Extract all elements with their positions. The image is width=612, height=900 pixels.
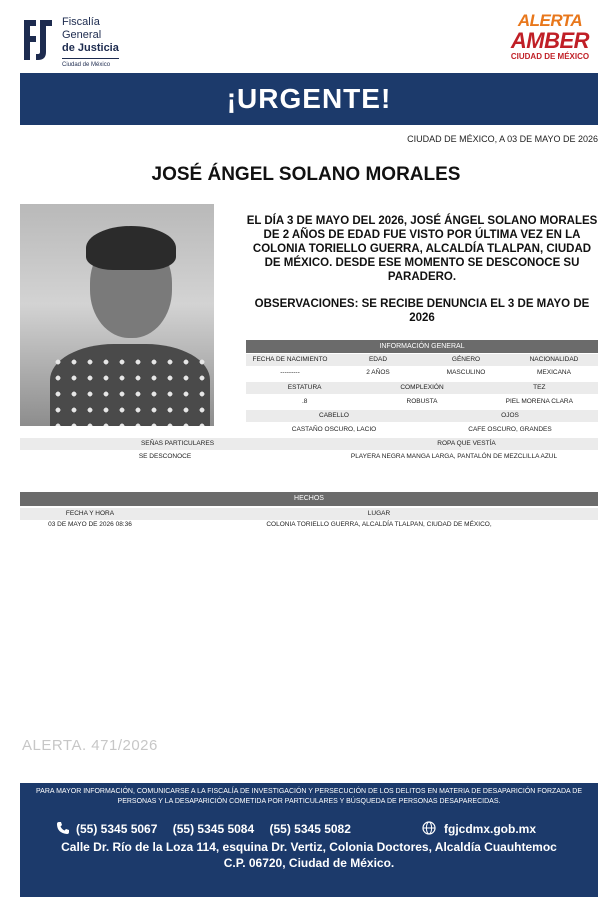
phone-3[interactable]: (55) 5345 5082: [269, 822, 351, 836]
label-age: EDAD: [368, 356, 388, 363]
value-birth-date: ---------: [280, 369, 300, 376]
label-gender: GÉNERO: [451, 356, 481, 363]
person-name: JOSÉ ÁNGEL SOLANO MORALES: [151, 164, 461, 185]
phone-numbers: [76, 822, 363, 836]
label-eyes: OJOS: [501, 412, 519, 419]
address-line-2: C.P. 06720, Ciudad de México.: [223, 856, 395, 870]
phone-2[interactable]: (55) 5345 5084: [172, 822, 255, 836]
footer-note: PARA MAYOR INFORMACIÓN, COMUNICARSE A LA FISCALÍA DE INVESTIGACIÓN Y PERSECUCIÓN DE LOS DELITOS EN MATERIA DE DESAPARICIÓN FORZADA DE PERSONAS Y LA DESAPARICIÓN COMETIDA POR PARTICULARES Y BÚSQUEDA DE PERSONAS DESAPARECIDAS.: [36, 788, 582, 805]
label-skin: TEZ: [533, 384, 546, 391]
info-row1-values: [246, 367, 598, 379]
logo-line-3: de Justicia: [62, 42, 119, 54]
info-row3-labels: [246, 410, 598, 422]
info-row4-labels: [20, 438, 598, 450]
value-eyes: CAFE OSCURO, GRANDES: [468, 426, 552, 433]
info-row1-labels: [246, 354, 598, 366]
label-height: ESTATURA: [287, 384, 322, 391]
phone-1[interactable]: (55) 5345 5067: [76, 822, 158, 836]
amber-logo-line-3: CIUDAD DE MÉXICO: [510, 52, 590, 61]
value-skin: PIEL MORENA CLARA: [505, 398, 573, 405]
value-nationality: MEXICANA: [537, 369, 571, 376]
description-text: EL DÍA 3 DE MAYO DEL 2026, JOSÉ ÁNGEL SOLANO MORALES DE 2 AÑOS DE EDAD FUE VISTO POR ÚLTIMA VEZ EN LA COLONIA TORIELLO GUERRA, ALCALDÍA TLALPAN, CIUDAD DE MÉXICO. DESDE ESE MOMENTO SE DESCONOCE SU PARADERO.: [246, 215, 598, 283]
value-place: COLONIA TORIELLO GUERRA, ALCALDÍA TLALPAN, CIUDAD DE MÉXICO,: [266, 521, 492, 528]
value-clothing: PLAYERA NEGRA MANGA LARGA, PANTALÓN DE MEZCLILLA AZUL: [350, 453, 558, 460]
label-date-time: FECHA Y HORA: [65, 510, 115, 517]
info-row4-values: [20, 451, 598, 463]
label-clothing: ROPA QUE VESTÍA: [437, 440, 496, 447]
address-line-1: Calle Dr. Río de la Loza 114, esquina Dr. Vertiz, Colonia Doctores, Alcaldía Cuauhtemoc: [61, 840, 557, 854]
label-distinguishing-marks: SEÑAS PARTICULARES: [140, 440, 215, 447]
address: [20, 839, 598, 871]
info-row2-values: [246, 396, 598, 408]
value-age: 2 AÑOS: [366, 369, 390, 376]
footer: [20, 783, 598, 897]
value-build: ROBUSTA: [406, 398, 438, 405]
amber-logo-line-2: AMBER: [510, 28, 590, 53]
web-icon: [422, 821, 436, 835]
logo-line-1: Fiscalía: [62, 16, 100, 28]
photo: [20, 204, 214, 426]
alerta-amber-logo: [510, 12, 590, 70]
value-date-time: 03 DE MAYO DE 2026 08:36: [48, 521, 132, 528]
hechos-header: HECHOS: [20, 492, 598, 506]
label-hair: CABELLO: [319, 412, 349, 419]
logo-line-2: General: [62, 29, 102, 41]
fgj-logo-icon: [20, 16, 56, 64]
info-row2-labels: [246, 382, 598, 394]
alert-number: ALERTA. 471/2026: [22, 737, 158, 754]
label-place: LUGAR: [367, 510, 391, 517]
fgj-logo-text: [62, 16, 119, 70]
value-height: .8: [301, 398, 308, 405]
label-nationality: NACIONALIDAD: [529, 356, 579, 363]
hechos-values: [20, 519, 598, 531]
label-birth-date: FECHA DE NACIMIENTO: [252, 356, 328, 363]
website-link[interactable]: fgjcdmx.gob.mx: [444, 822, 537, 836]
value-distinguishing-marks: SE DESCONOCE: [138, 453, 192, 460]
observations-text: OBSERVACIONES: SE RECIBE DENUNCIA EL 3 DE MAYO DE 2026: [254, 298, 590, 324]
date-line: CIUDAD DE MÉXICO, A 03 DE MAYO DE 2026: [407, 134, 598, 144]
info-row3-values: [246, 424, 598, 436]
amber-logo-line-1: ALERTA: [517, 11, 583, 30]
label-build: COMPLEXIÓN: [400, 384, 444, 391]
urgent-banner: ¡URGENTE!: [20, 73, 598, 125]
general-info-header: INFORMACIÓN GENERAL: [246, 340, 598, 353]
value-gender: MASCULINO: [446, 369, 486, 376]
logo-line-4: Ciudad de México: [62, 58, 119, 70]
fgj-logo: [20, 14, 130, 72]
phone-icon: [56, 821, 70, 835]
value-hair: CASTAÑO OSCURO, LACIO: [291, 426, 377, 433]
